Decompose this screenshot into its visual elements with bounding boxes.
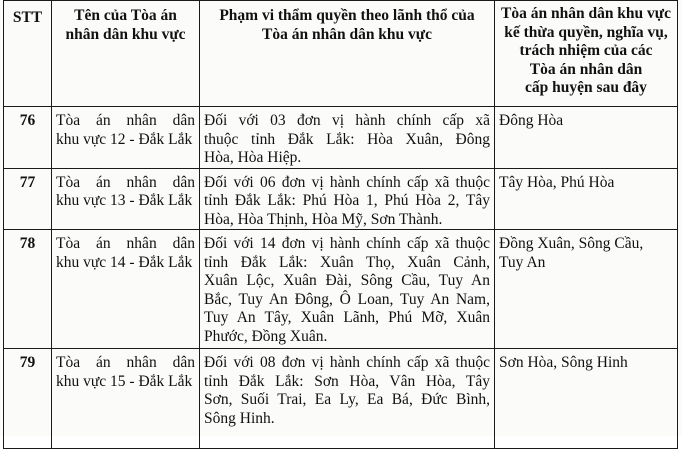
row-scope (200, 349, 495, 449)
scope-line: Sông Hinh. (204, 409, 275, 427)
table-header-row (4, 1, 678, 107)
row-scope (200, 107, 495, 169)
court-jurisdiction-table (3, 0, 678, 449)
scope-line: Hòa, Hòa Thịnh, Hòa Mỹ, Sơn Thành. (204, 210, 443, 228)
row-stt: 79 (4, 349, 52, 449)
court-line: khu vực 15 - Đắk Lắk (56, 372, 193, 390)
scope-line: Phước, Đồng Xuân. (204, 327, 328, 345)
scope-line: thuộc tỉnh Đắk Lắk: Hòa Xuân, Đông (204, 130, 490, 148)
header-territorial-scope (200, 1, 495, 107)
header-scope-line: Phạm vi thẩm quyền theo lãnh thổ của (219, 7, 475, 24)
successor-line: Sơn Hòa, Sông Hinh (499, 354, 628, 371)
court-line: Tòa án nhân dân (56, 354, 195, 371)
successor-line: Tuy An (499, 253, 546, 271)
court-line: Tòa án nhân dân (56, 112, 195, 129)
header-successor-line: Tòa án nhân dân khu vực (501, 5, 671, 22)
header-court-name-line: nhân dân khu vực (65, 25, 186, 43)
row-scope (200, 230, 495, 349)
table-row (4, 349, 678, 449)
header-successor-line: trách nhiệm của các (519, 42, 653, 59)
header-successor-line: cấp huyện sau đây (525, 79, 647, 96)
scope-line: Sơn, Suối Trai, Ea Ly, Ea Bá, Đức Bình, (204, 391, 490, 408)
successor-line: Đông Hòa (499, 112, 564, 129)
court-line: Tòa án nhân dân (56, 235, 195, 252)
row-successor (495, 349, 678, 449)
court-line: Tòa án nhân dân (56, 173, 195, 191)
scope-line: Đối với 03 đơn vị hành chính cấp xã (204, 112, 490, 129)
table-row (4, 107, 678, 169)
row-court-name (52, 168, 200, 230)
header-court-name (52, 1, 200, 107)
row-court-name (52, 230, 200, 349)
court-line: khu vực 13 - Đắk Lắk (56, 192, 193, 209)
row-scope (200, 168, 495, 230)
header-stt (4, 1, 52, 107)
header-stt-text: STT (12, 9, 43, 26)
header-successor-line: kế thừa quyền, nghĩa vụ, (504, 23, 668, 41)
table-row (4, 168, 678, 230)
scope-line: Tuy An Tây, Xuân Lãnh, Phú Mỡ, Xuân (204, 309, 490, 326)
header-court-name-line: Tên của Tòa án (74, 7, 177, 24)
scope-line: tỉnh Đắk Lắk: Xuân Thọ, Xuân Cảnh, (204, 253, 490, 271)
row-successor (495, 107, 678, 169)
court-line: khu vực 12 - Đắk Lắk (56, 130, 193, 148)
header-successor-line: Tòa án nhân dân (529, 60, 643, 78)
row-stt: 78 (4, 230, 52, 349)
scope-line: tỉnh Đắk Lắk: Phú Hòa 1, Phú Hòa 2, Tây (204, 192, 490, 209)
scope-line: Hòa, Hòa Hiệp. (204, 149, 302, 166)
table-row (4, 230, 678, 349)
successor-line: Đồng Xuân, Sông Cầu, (499, 235, 644, 252)
row-court-name (52, 349, 200, 449)
scope-line: Xuân Lộc, Xuân Đài, Sông Cầu, Tuy An (204, 272, 490, 289)
scope-line: tỉnh Đắk Lắk: Sơn Hòa, Vân Hòa, Tây (204, 372, 490, 390)
row-successor (495, 230, 678, 349)
successor-line: Tây Hòa, Phú Hòa (499, 173, 615, 191)
scope-line: Đối với 06 đơn vị hành chính cấp xã thuộc (204, 173, 490, 191)
row-stt: 77 (4, 168, 52, 230)
row-court-name (52, 107, 200, 169)
scope-line: Đối với 14 đơn vị hành chính cấp xã thuộc (204, 235, 490, 252)
scope-line: Bắc, Tuy An Đông, Ô Loan, Tuy An Nam, (204, 290, 490, 308)
row-successor (495, 168, 678, 230)
row-stt: 76 (4, 107, 52, 169)
court-line: khu vực 14 - Đắk Lắk (56, 253, 193, 271)
header-scope-line: Tòa án nhân dân khu vực (262, 25, 432, 43)
scope-line: Đối với 08 đơn vị hành chính cấp xã thuộc (204, 354, 490, 371)
header-successor-courts (495, 1, 678, 107)
